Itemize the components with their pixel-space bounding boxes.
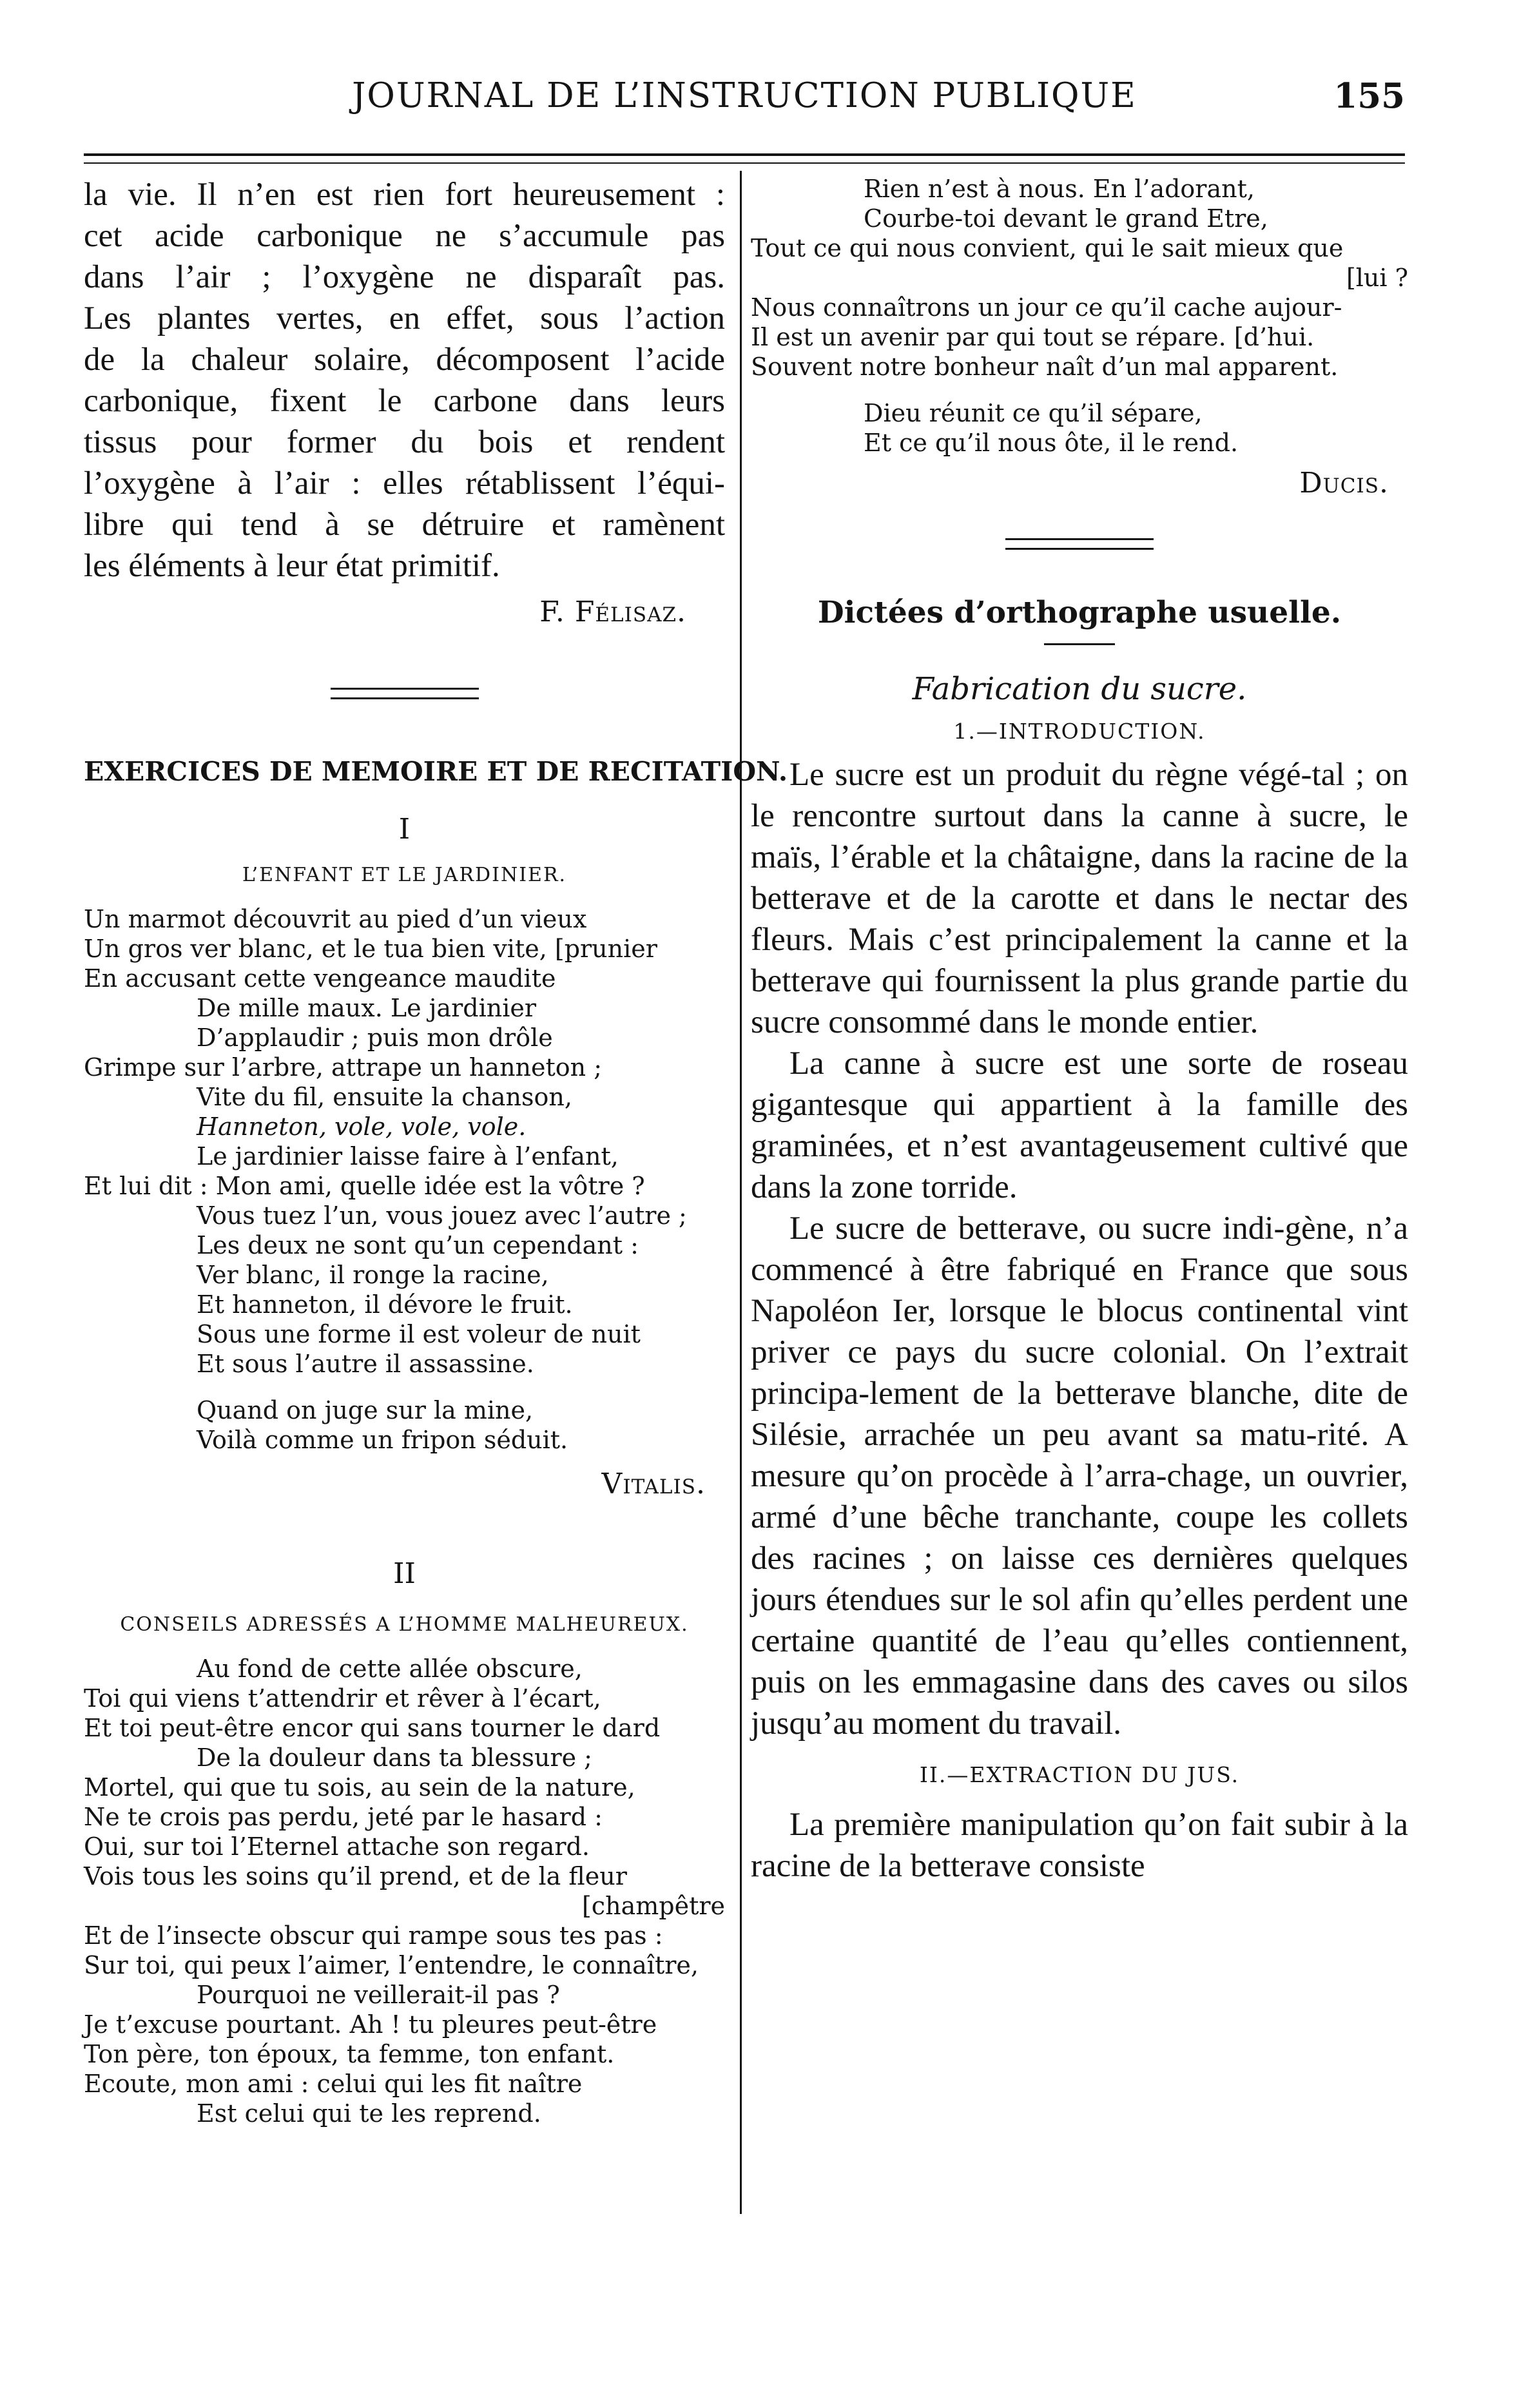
poem2-title: CONSEILS ADRESSÉS A L’HOMME MALHEUREUX. (120, 1613, 689, 1636)
verse-line: Mortel, qui que tu sois, au sein de la nature, (84, 1773, 635, 1801)
part1-paragraph: Le sucre de betterave, ou sucre indi-gène, n’a commencé à être fabriqué en France que sous Napoléon Ier, lorsque le blocus continental vint priver ce pays du sucre colonial. On l’extrait principa-lement de la betterave blanche, dite de Silésie, arrachée un peu avant sa matu-rité. A mesure qu’on procède à l’arra-chage, un ouvrier, armé d’une bêche tranchante, coupe les collets des racines ; on laisse ces dernières quelques jours étendues sur le sol afin qu’elles perdent une certaine quantité de l’eau qu’elles contiennent, puis on les emmagasine dans des caves ou silos jusqu’au moment du travail. (751, 1210, 1408, 1742)
intro-paragraph (84, 174, 725, 587)
poem2-author: Ducis. (1299, 467, 1389, 500)
intro-line: de la chaleur solaire, décomposent l’acide (84, 342, 725, 378)
verse-line: Je t’excuse pourtant. Ah ! tu pleures peut-être (84, 2010, 657, 2039)
poem1-author: Vitalis. (601, 1468, 706, 1500)
part1-text (751, 754, 1408, 1744)
part2-paragraph: La première manipulation qu’on fait subir à la racine de la betterave consiste (751, 1807, 1408, 1884)
verse-line: En accusant cette vengeance maudite (84, 964, 556, 993)
intro-line: tissus pour former du bois et rendent (84, 424, 725, 460)
verse-line (84, 1379, 725, 1395)
verse-line: Le jardinier laisse faire à l’enfant, (197, 1142, 619, 1170)
poem1-verse (84, 904, 725, 1455)
verse-line: Voilà comme un fripon séduit. (197, 1426, 568, 1454)
part1-paragraph: La canne à sucre est une sorte de roseau gigantesque qui appartient à la famille des graminées, et n’est avantageusement cultivé que dans la zone torride. (751, 1045, 1408, 1205)
verse-line: Et toi peut-être encor qui sans tourner le dard (84, 1714, 661, 1742)
header-rule (84, 153, 1405, 156)
verse-line: Et lui dit : Mon ami, quelle idée est la vôtre ? (84, 1172, 645, 1200)
verse-line: Souvent notre bonheur naît d’un mal apparent. (751, 353, 1339, 381)
verse-line (751, 382, 1408, 398)
verse-line: Tout ce qui nous convient, qui le sait mieux que (751, 234, 1344, 262)
verse-line: Sous une forme il est voleur de nuit (197, 1320, 641, 1348)
intro-line: cet acide carbonique ne s’accumule pas (84, 218, 725, 254)
right-column (751, 174, 1408, 1887)
verse-line: Et sous l’autre il assassine. (197, 1350, 534, 1378)
verse-line: Et ce qu’il nous ôte, il le rend. (864, 429, 1239, 457)
part2-text (751, 1804, 1408, 1887)
dictee-subtitle: Fabrication du sucre. (912, 671, 1247, 707)
verse-line: Ton père, ton époux, ta femme, ton enfant. (84, 2040, 615, 2068)
left-column (84, 174, 788, 2128)
dictee-heading: Dictées d’orthographe usuelle. (817, 595, 1342, 630)
verse-line: Est celui qui te les reprend. (197, 2099, 541, 2128)
verse-line: Et de l’insecte obscur qui rampe sous tes pas : (84, 1921, 663, 1950)
header-rule-thin (84, 162, 1405, 164)
intro-line: l’oxygène à l’air : elles rétablissent l’équi- (84, 465, 725, 501)
verse-line: Vois tous les soins qu’il prend, et de la fleur (84, 1862, 627, 1890)
verse-line: Vite du fil, ensuite la chanson, (197, 1083, 572, 1111)
poem2-verse (84, 1654, 725, 2128)
intro-line: la vie. Il n’en est rien fort heureusement : (84, 177, 725, 213)
intro-author: F. Félisaz. (539, 596, 686, 628)
verse-line: De mille maux. Le jardinier (197, 994, 537, 1022)
verse-line: Sur toi, qui peux l’aimer, l’entendre, le connaître, (84, 1951, 699, 1979)
intro-line: dans l’air ; l’oxygène ne disparaît pas. (84, 259, 725, 295)
part2-heading: II.—EXTRACTION DU JUS. (919, 1762, 1240, 1787)
verse-line: Pourquoi ne veillerait-il pas ? (197, 1981, 560, 2009)
verse-line: Toi qui viens t’attendrir et rêver à l’écart, (84, 1684, 601, 1713)
verse-line: Et hanneton, il dévore le fruit. (197, 1290, 573, 1319)
intro-line: carbonique, fixent le carbone dans leurs (84, 383, 725, 419)
verse-line: De la douleur dans ta blessure ; (197, 1743, 592, 1772)
intro-line: libre qui tend à se détruire et ramènent (84, 507, 725, 543)
poem2-number: II (393, 1557, 416, 1590)
verse-line: Ne te crois pas perdu, jeté par le hasard : (84, 1803, 603, 1831)
verse-line: Rien n’est à nous. En l’adorant, (864, 175, 1255, 203)
poem1-title: L’ENFANT ET LE JARDINIER. (242, 864, 567, 886)
verse-line: Grimpe sur l’arbre, attrape un hanneton ; (84, 1053, 603, 1082)
page-number: 155 (1333, 76, 1405, 116)
verse-line: [lui ? (1346, 264, 1408, 292)
verse-line: Oui, sur toi l’Eternel attache son regard. (84, 1832, 590, 1861)
poem2-continued-verse (751, 174, 1408, 458)
verse-line: Courbe-toi devant le grand Etre, (864, 204, 1268, 233)
page-header (84, 76, 1405, 134)
verse-line: Il est un avenir par qui tout se répare. [d’hui. (751, 323, 1315, 351)
section-separator (331, 688, 479, 699)
verse-line: Nous connaîtrons un jour ce qu’il cache aujour- (751, 293, 1342, 322)
verse-line: [champêtre (581, 1892, 725, 1920)
column-divider (740, 171, 742, 2214)
running-title: JOURNAL DE L’INSTRUCTION PUBLIQUE (352, 76, 1137, 115)
part1-paragraph: Le sucre est un produit du règne végé-tal ; on le rencontre surtout dans la canne à sucre, le maïs, l’érable et la châtaigne, dans la racine de la betterave et de la carotte et dans le nectar des fleurs. Mais c’est principalement la canne et la betterave qui fournissent la plus grande partie du sucre consommé dans le monde entier. (751, 757, 1408, 1040)
verse-line: Vous tuez l’un, vous jouez avec l’autre ; (197, 1201, 687, 1230)
verse-line: D’applaudir ; puis mon drôle (197, 1024, 553, 1052)
verse-line: Un marmot découvrit au pied d’un vieux (84, 905, 587, 933)
verse-line: Ecoute, mon ami : celui qui les fit naître (84, 2070, 583, 2098)
intro-line: Les plantes vertes, en effet, sous l’action (84, 300, 725, 336)
part1-heading: 1.—INTRODUCTION. (953, 719, 1206, 744)
verse-line: Quand on juge sur la mine, (197, 1396, 534, 1424)
poem1-number: I (398, 813, 411, 846)
section-separator-right (1005, 538, 1154, 550)
verse-line: Hanneton, vole, vole, vole. (197, 1112, 527, 1141)
verse-line: Dieu réunit ce qu’il sépare, (864, 399, 1203, 427)
section-heading: EXERCICES DE MEMOIRE ET DE RECITATION. (84, 756, 788, 787)
verse-line: Au fond de cette allée obscure, (197, 1655, 583, 1683)
verse-line: Les deux ne sont qu’un cependant : (197, 1231, 639, 1259)
intro-line: les éléments à leur état primitif. (84, 548, 500, 584)
verse-line: Un gros ver blanc, et le tua bien vite, [prunier (84, 935, 657, 963)
verse-line: Ver blanc, il ronge la racine, (197, 1261, 549, 1289)
